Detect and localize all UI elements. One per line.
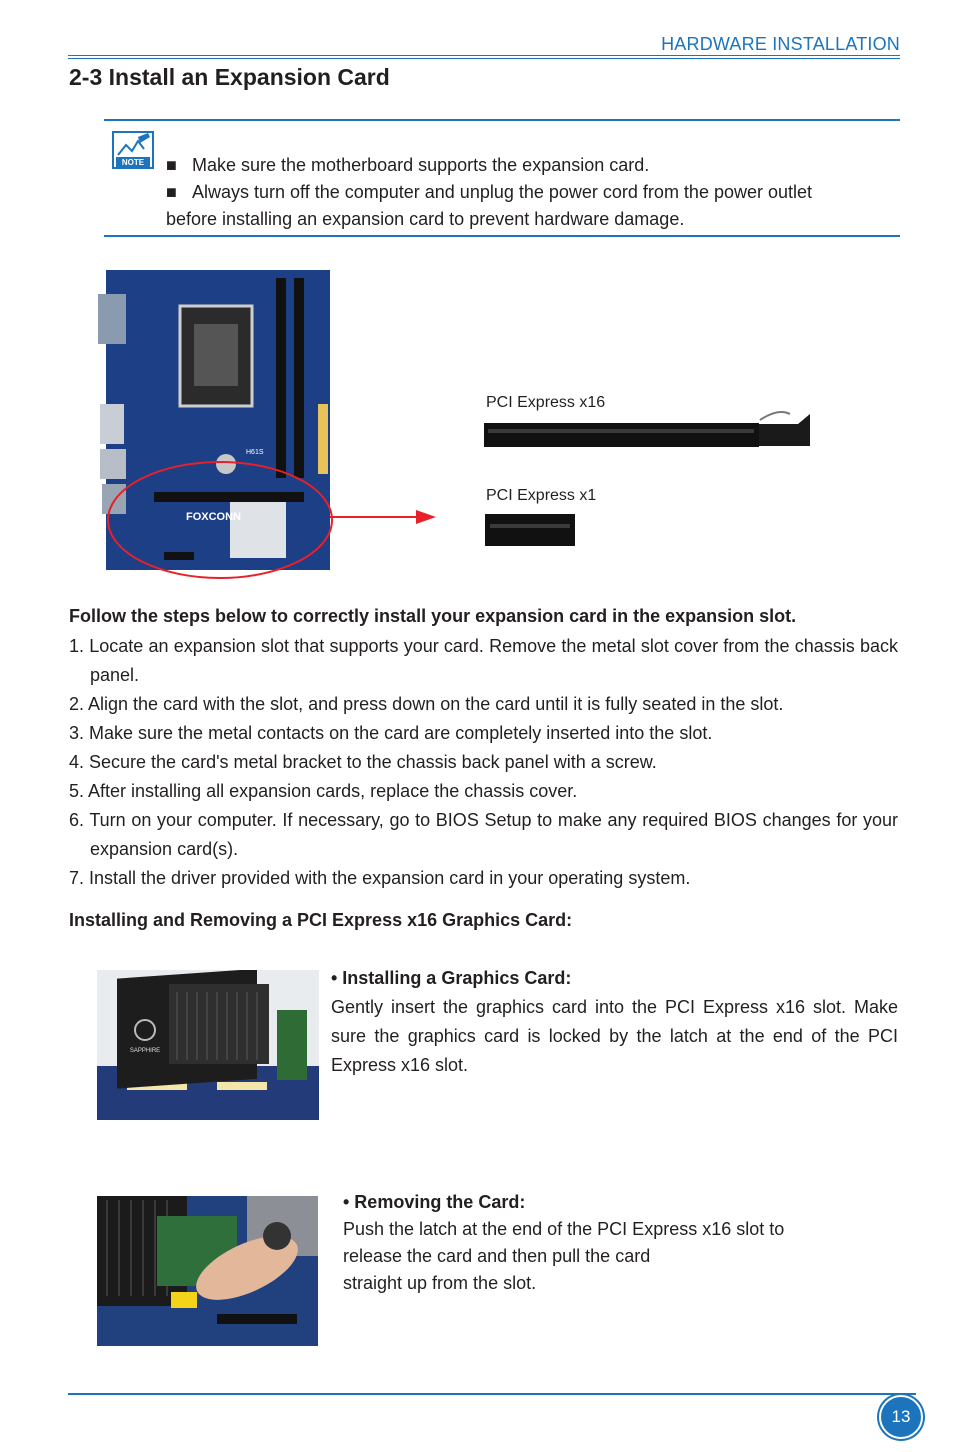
bullet-icon: ■ — [166, 182, 177, 202]
card-brand: SAPPHIRE — [129, 1048, 161, 1054]
installing-block — [331, 964, 898, 1080]
pcie-x16-slot — [484, 423, 759, 447]
step-item: 2. Align the card with the slot, and press down on the card until it is fully seated in the slot. — [69, 694, 784, 714]
pcie-x1-slot — [485, 514, 575, 546]
pcie-x1-label: PCI Express x1 — [486, 487, 597, 504]
remove-photo — [97, 1196, 318, 1346]
pcie-x16-label: PCI Express x16 — [486, 394, 606, 411]
installing-text: Gently insert the graphics card into the PCI Express x16 slot. Make sure the graphics card is locked by the latch at the end of the PCI Express x16 slot. — [331, 997, 898, 1075]
note-icon-label: NOTE — [121, 158, 145, 167]
step-item: 3. Make sure the metal contacts on the card are completely inserted into the slot. — [69, 723, 713, 743]
motherboard-figure — [98, 264, 818, 584]
subheading: Installing and Removing a PCI Express x16 Graphics Card: — [69, 910, 573, 930]
step-item: 7. Install the driver provided with the expansion card in your operating system. — [69, 868, 691, 888]
running-header: HARDWARE INSTALLATION — [661, 34, 900, 54]
step-item: 4. Secure the card's metal bracket to the chassis back panel with a screw. — [69, 752, 657, 772]
removing-block — [343, 1189, 863, 1297]
footer-rule — [68, 1393, 916, 1395]
installing-title: • Installing a Graphics Card: — [331, 968, 572, 988]
step-item: 5. After installing all expansion cards, replace the chassis cover. — [69, 781, 578, 801]
step-item: 6. Turn on your computer. If necessary, go to BIOS Setup to make any required BIOS changes for your expansion card(s). — [69, 810, 898, 859]
page-number: 13 — [879, 1395, 923, 1439]
note-icon — [112, 131, 154, 169]
note-item-1: ■ Make sure the motherboard supports the expansion card. — [166, 152, 896, 179]
step-item: 1. Locate an expansion slot that supports your card. Remove the metal slot cover from the chassis back panel. — [69, 636, 898, 685]
removing-line: Push the latch at the end of the PCI Express x16 slot to — [343, 1219, 785, 1239]
note-bottom-rule — [104, 235, 900, 237]
header-rule — [68, 55, 900, 56]
note-item-2-cont: before installing an expansion card to prevent hardware damage. — [166, 209, 685, 229]
header-rule-secondary — [68, 58, 900, 59]
removing-line: release the card and then pull the card — [343, 1246, 651, 1266]
removing-line: straight up from the slot. — [343, 1273, 537, 1293]
section-title: 2-3 Install an Expansion Card — [69, 64, 390, 90]
removing-title: • Removing the Card: — [343, 1192, 526, 1212]
board-model: H61S — [246, 449, 264, 456]
steps-intro: Follow the steps below to correctly install your expansion card in the expansion slot. — [69, 606, 797, 626]
bullet-icon: ■ — [166, 155, 177, 175]
note-item-2: ■ Always turn off the computer and unplug the power cord from the power outlet — [166, 179, 896, 206]
install-photo — [97, 970, 319, 1120]
note-top-rule — [104, 119, 900, 121]
board-brand: FOXCONN — [186, 511, 241, 523]
note-text — [166, 152, 896, 233]
steps-list — [69, 632, 898, 893]
